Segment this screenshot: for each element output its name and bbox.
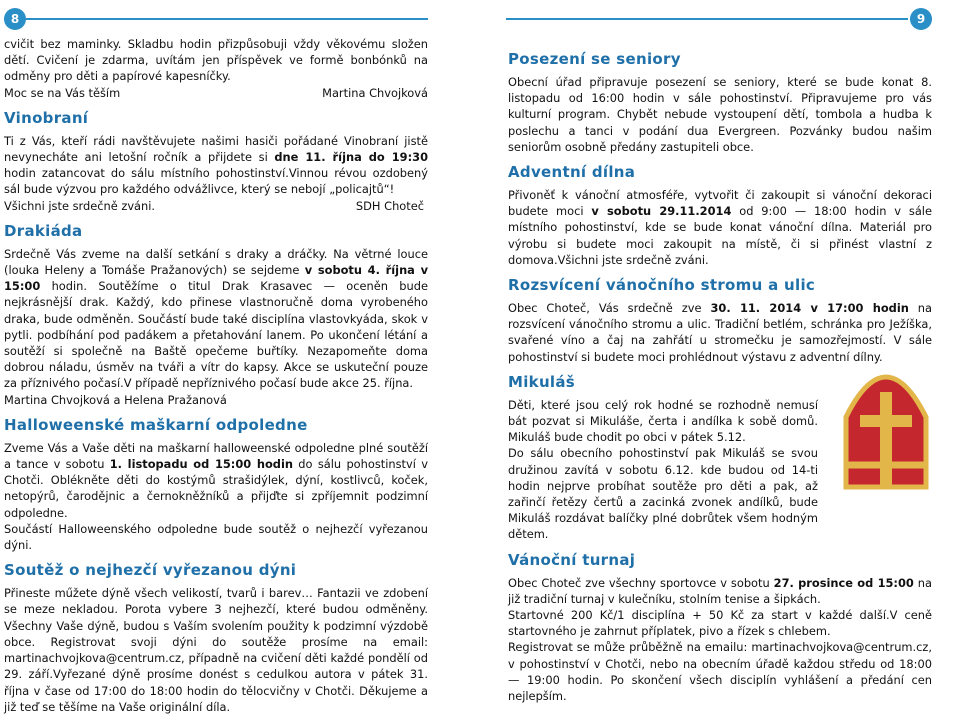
heading-mikulas: Mikuláš	[508, 372, 576, 391]
halloween-text: Zveme Vás a Vaše děti na maškarní halloweenské odpoledne plné soutěží a tance v sobotu 1. listopadu od 15:00 hodin do sálu pohostinství v Chotči. Oblékněte děti do kostýmů strašidýlek, dýní, kostlivců, koček, netopýrů, čarodějnic a černokněžníků a přijďte si zpříjemnit podzimní odpoledne.	[4, 440, 428, 520]
top-rule-left	[26, 18, 428, 20]
heading-drakiada: Drakiáda	[4, 221, 83, 240]
mikulas-text-2: Do sálu obecního pohostinství pak Mikuláš se svou družinou zavítá v sobotu 6.12. kde budou od 14-ti hodin nejprve probíhat soutěže pro děti a pak, až zařinčí řetězy čertů a zacinká zvonek andílků, bude Mikuláš rozdávat balíčky plné dobrůtek všem hodným dětem.	[508, 446, 818, 542]
vinobrani-text: Ti z Vás, kteří rádi navštěvujete našimi hasiči pořádané Vinobraní jistě nevynecháte ani letošní ročník a přijdete si dne 11. října do 19:30 hodin zatancovat do sálu místního pohostinství.Vinnou révou ozdobený sál bude výzvou pro každého odvážlivce, který se nebojí „policajtů“!	[4, 133, 428, 197]
adventni-text: Přivoněť k vánoční atmosféře, vytvořit či zakoupit si vánoční dekoraci budete moci v sobotu 29.11.2014 od 9:00 — 18:00 hodin v sále místního pohostinství, kde se bude konat vánoční dílna. Materiál pro výrobu si budete moci zakoupit na místě, či si přinést vlastní z domova.Všichni jste srdečně zváni.	[508, 188, 932, 267]
heading-soutez: Soutěž o nejhezčí vyřezanou dýni	[4, 561, 297, 580]
vinobrani-signature: SDH Choteč	[355, 198, 424, 213]
heading-turnaj: Vánoční turnaj	[508, 550, 636, 569]
rozsviceni-text: Obec Choteč, Vás srdečně zve 30. 11. 2014 v 17:00 hodin na rozsvícení vánočního stromu a ulic. Tradiční betlém, schránka pro Ježíška, svařené víno a čaj na zahřátí u stromečku je samozřejmostí. V sále pohostinství si budete moci prohlédnout výstavu z adventní dílny.	[508, 301, 933, 364]
mitre-illustration	[826, 347, 946, 497]
heading-rozsviceni: Rozsvícení vánočního stromu a ulic	[508, 276, 816, 295]
intro-signature: Martina Chvojková	[322, 85, 428, 100]
intro-sign-row	[4, 85, 428, 101]
heading-seniori: Posezení se seniory	[508, 50, 681, 68]
turnaj-price: Startovné 200 Kč/1 disciplína + 50 Kč za start v každé další.V ceně startovného je zahrnut příplatek, pivo a řízek s chlebem.	[508, 608, 932, 639]
vinobrani-invite: Všichni jste srdečně zváni.	[4, 198, 156, 213]
mitre-cross-horizontal	[860, 415, 912, 427]
turnaj-registration: Registrovat se může průběžně na emailu: martinachvojkova@centrum.cz, v pohostinství v Chotči, nebo na obecním úřadě každou středu od 18:00 — 19:00 hodin. Po skončení všech disciplín vyhlášení a předání cen nejlepším.	[508, 640, 932, 704]
halloween-note: Součástí Halloweenského odpoledne bude soutěž o nejhezčí vyřezanou dýni.	[4, 521, 428, 553]
page-number-right: 9	[910, 8, 932, 30]
mikulas-block	[508, 397, 818, 543]
vinobrani-sign-row	[4, 198, 428, 214]
drakiada-signature: Martina Chvojková a Helena Pražanová	[4, 392, 227, 407]
page-number-left: 8	[4, 8, 26, 30]
heading-halloween: Halloweenské maškarní odpoledne	[4, 415, 308, 434]
intro-paragraph: cvičit bez maminky. Skladbu hodin přizpůsobuji vždy věkovému složen dětí. Cvičení je zdarma, uvítám jen příspěvek ve formě bonbónků na odměny pro děti a papírové kapesníčky.	[4, 37, 428, 84]
top-rule-right	[506, 18, 908, 20]
mikulas-text-1: Děti, které jsou celý rok hodné se rozhodně nemusí bát pozvat si Mikuláše, čerta i andílka k sobě domů. Mikuláš bude chodit po obci v pátek 5.12.	[508, 397, 818, 445]
heading-adventni: Adventní dílna	[508, 163, 636, 182]
intro-closing: Moc se na Vás těším	[4, 85, 121, 100]
drakiada-text: Srdečně Vás zveme na další setkání s draky a dráčky. Na větrné louce (louka Heleny a Tomáše Pražanových) se sejdeme v sobotu 4. října v 15:00 hodin. Soutěžíme o titul Drak Krasavec — oceněn bude nejkrásnější drak. Každý, kdo přinese vlastnoručně doma vyrobeného draka, bude odměněn. Součástí bude také disciplína vlastovkyáda, skok v pytli. podbíhání pod padákem a přetahování lanem. Po ukončení létání a soutěží si společně na Baště opečeme buřtíky. Nezapomeňte doma dobrou náladu, úsměv na tváři a vítr do kapsy. Akce se uskuteční pouze za příznivého počasí.V případě nepříznivého počasí bude akce 25. října.	[4, 246, 429, 391]
soutez-text: Přineste műžete dýně všech velikostí, tvarů i barev… Fantazii ve zdobení se meze nekladou. Porota vybere 3 nejhezčí, které budou odměněny. Všechny Vaše dýně, budou s Vaším svolením použity k podzimní výzdobě obce. Registrovat svoji dýni do soutěže prosíme na email: martinachvojkova@centrum.cz, případně na cvičení děti každé pondělí od 29. září.Vyřezané dýně prosíme donést s cedulkou autora v pátek 31. října v čase od 17:00 do 18:00 hodin do tělocvičny v Chotči. Děkujeme a již teď se těšíme na Vaše originální díla.	[4, 586, 428, 714]
turnaj-text: Obec Choteč zve všechny sportovce v sobotu 27. prosince od 15:00 na již tradiční turnaj v kulečníku, stolním tenise a šipkách.	[508, 575, 932, 606]
heading-vinobrani: Vinobraní	[4, 108, 89, 127]
seniori-text: Obecní úřad připravuje posezení se seniory, které se bude konat 8. listopadu od 16:00 hodin v sále pohostinství. Připravujeme pro vás kulturní program. Chybět nebude vystoupení dětí, tombola a hudba k poslechu a tanci v podání dua Evergreen. Pozvánky budou našim seniorům osobně předány zastupiteli obce.	[508, 75, 932, 154]
mitre-cross-vertical	[880, 392, 892, 487]
left-column	[4, 36, 428, 715]
